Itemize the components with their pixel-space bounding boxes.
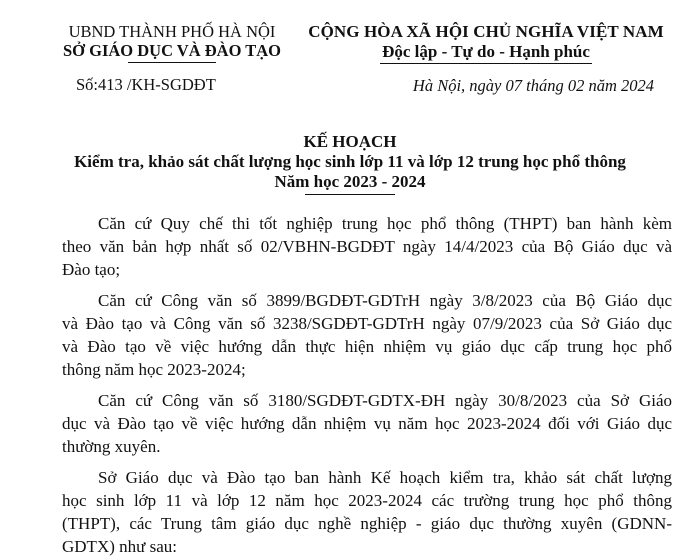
national-motto-block	[300, 22, 672, 96]
paragraph-line: Đào tạo;	[62, 260, 121, 279]
paragraph-line: Căn cứ Công văn số 3180/SGDĐT-GDTX-ĐH ngày 30/8/2023 của Sở Giáo	[98, 391, 672, 410]
document-number: Số:413 /KH-SGDĐT	[76, 75, 216, 94]
paragraph-line: và Đào tạo và Công văn số 3238/SGDĐT-GDTrH ngày 07/9/2023 của Sở Giáo dục	[62, 314, 672, 333]
paragraph-line: thông năm học 2023-2024;	[62, 360, 246, 379]
department-name: SỞ GIÁO DỤC VÀ ĐÀO TẠO	[62, 41, 282, 60]
document-title-block	[30, 132, 670, 195]
paragraph-line: (THPT), các Trung tâm giáo dục nghề nghiệp - giáo dục thường xuyên (GDNN-	[62, 514, 672, 533]
issue-date: Hà Nội, ngày 07 tháng 02 năm 2024	[412, 76, 654, 95]
paragraph-legal-basis-2	[62, 289, 672, 381]
paragraph-line: thường xuyên.	[62, 437, 161, 456]
paragraph-plan-intro	[62, 466, 672, 558]
document-heading: KẾ HOẠCH	[303, 132, 397, 151]
paragraph-line: theo văn bản hợp nhất số 02/VBHN-BGDĐT ngày 14/4/2023 của Bộ Giáo dục và	[62, 237, 672, 256]
motto-underline	[380, 63, 592, 64]
agency-underline	[128, 62, 216, 63]
national-motto: Độc lập - Tự do - Hạnh phúc	[382, 42, 590, 61]
paragraph-line: Sở Giáo dục và Đào tạo ban hành Kế hoạch kiểm tra, khảo sát chất lượng	[98, 468, 672, 487]
issuing-agency-block	[48, 22, 296, 95]
title-underline	[305, 194, 395, 195]
paragraph-line: Căn cứ Quy chế thi tốt nghiệp trung học phổ thông (THPT) ban hành kèm	[98, 214, 672, 233]
paragraph-line: học sinh lớp 11 và lớp 12 năm học 2023-2024 các trường trung học phổ thông	[62, 491, 672, 510]
paragraph-line: GDTX) như sau:	[62, 537, 177, 556]
document-body	[62, 212, 672, 558]
document-subtitle: Kiểm tra, khảo sát chất lượng học sinh lớp 11 và lớp 12 trung học phổ thông	[74, 152, 626, 171]
paragraph-line: Căn cứ Công văn số 3899/BGDĐT-GDTrH ngày 3/8/2023 của Bộ Giáo dục	[98, 291, 672, 310]
paragraph-line: và Đào tạo về việc hướng dẫn thực hiện nhiệm vụ giáo dục cấp trung học phổ	[62, 337, 672, 356]
paragraph-legal-basis-1	[62, 212, 672, 281]
agency-name: UBND THÀNH PHỐ HÀ NỘI	[68, 22, 276, 41]
paragraph-line: dục và Đào tạo về việc hướng dẫn nhiệm vụ năm học 2023-2024 đối với Giáo dục	[62, 414, 672, 433]
country-name: CỘNG HÒA XÃ HỘI CHỦ NGHĨA VIỆT NAM	[308, 22, 664, 41]
paragraph-legal-basis-3	[62, 389, 672, 458]
school-year: Năm học 2023 - 2024	[274, 172, 426, 191]
